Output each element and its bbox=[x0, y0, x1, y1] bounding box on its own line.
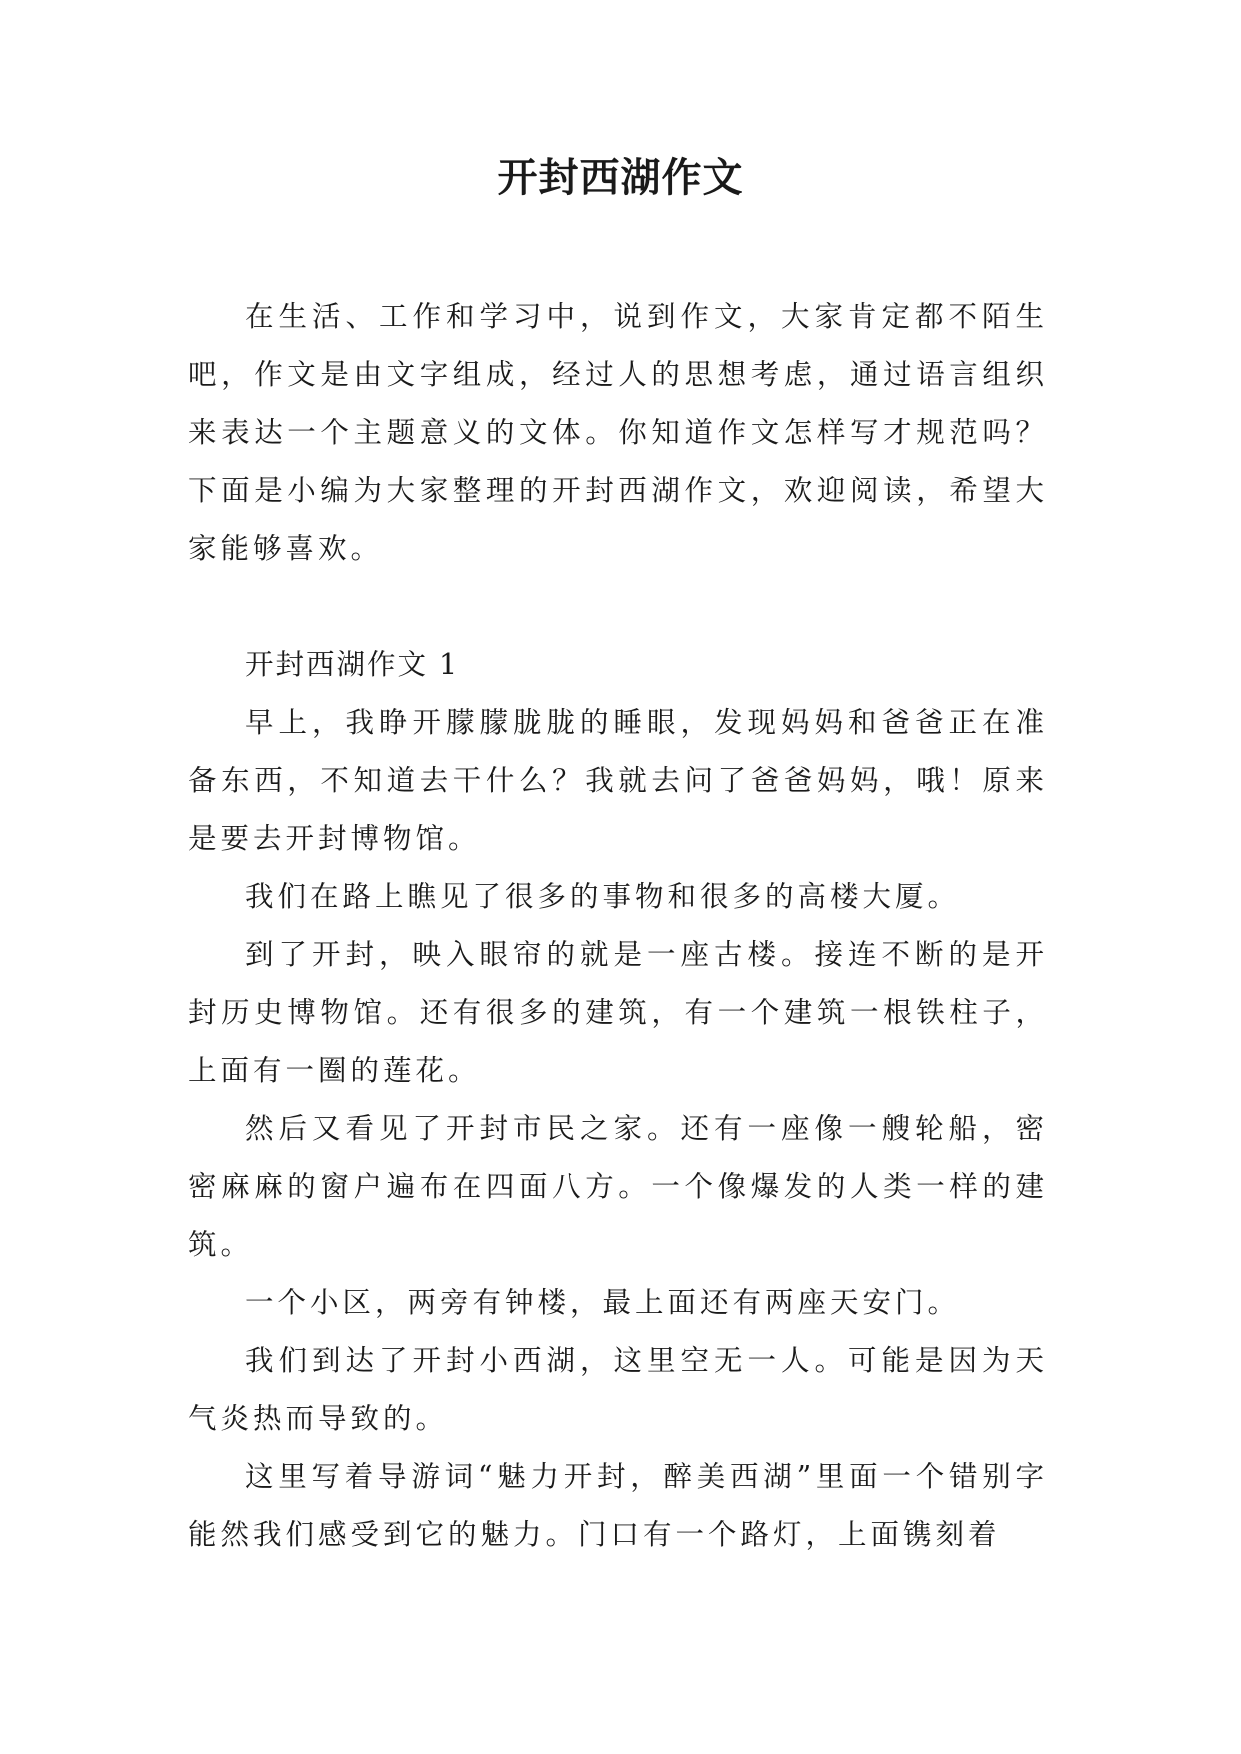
intro-block bbox=[188, 288, 1048, 578]
essay-paragraph: 到了开封，映入眼帘的就是一座古楼。接连不断的是开封历史博物馆。还有很多的建筑，有一个建筑一根铁柱子，上面有一圈的莲花。 bbox=[188, 938, 1048, 1087]
essay-paragraph: 早上，我睁开朦朦胧胧的睡眼，发现妈妈和爸爸正在准备东西，不知道去干什么？我就去问了爸爸妈妈，哦！原来是要去开封博物馆。 bbox=[188, 706, 1048, 855]
essay-paragraph: 然后又看见了开封市民之家。还有一座像一艘轮船，密密麻麻的窗户遍布在四面八方。一个像爆发的人类一样的建筑。 bbox=[188, 1112, 1048, 1261]
intro-paragraph: 在生活、工作和学习中，说到作文，大家肯定都不陌生吧，作文是由文字组成，经过人的思想考虑，通过语言组织来表达一个主题意义的文体。你知道作文怎样写才规范吗？下面是小编为大家整理的开封西湖作文，欢迎阅读，希望大家能够喜欢。 bbox=[188, 300, 1048, 565]
essay-paragraph: 我们到达了开封小西湖，这里空无一人。可能是因为天气炎热而导致的。 bbox=[188, 1344, 1048, 1435]
essay-paragraph: 一个小区，两旁有钟楼，最上面还有两座天安门。 bbox=[245, 1286, 961, 1319]
section-heading: 开封西湖作文 1 bbox=[245, 648, 460, 681]
essay-section bbox=[188, 636, 1048, 1564]
essay-paragraph: 我们在路上瞧见了很多的事物和很多的高楼大厦。 bbox=[245, 880, 961, 913]
essay-paragraph: 这里写着导游词“魅力开封，醉美西湖”里面一个错别字能然我们感受到它的魅力。门口有一个路灯，上面镌刻着 bbox=[188, 1460, 1048, 1551]
document-title: 开封西湖作文 bbox=[497, 154, 744, 201]
